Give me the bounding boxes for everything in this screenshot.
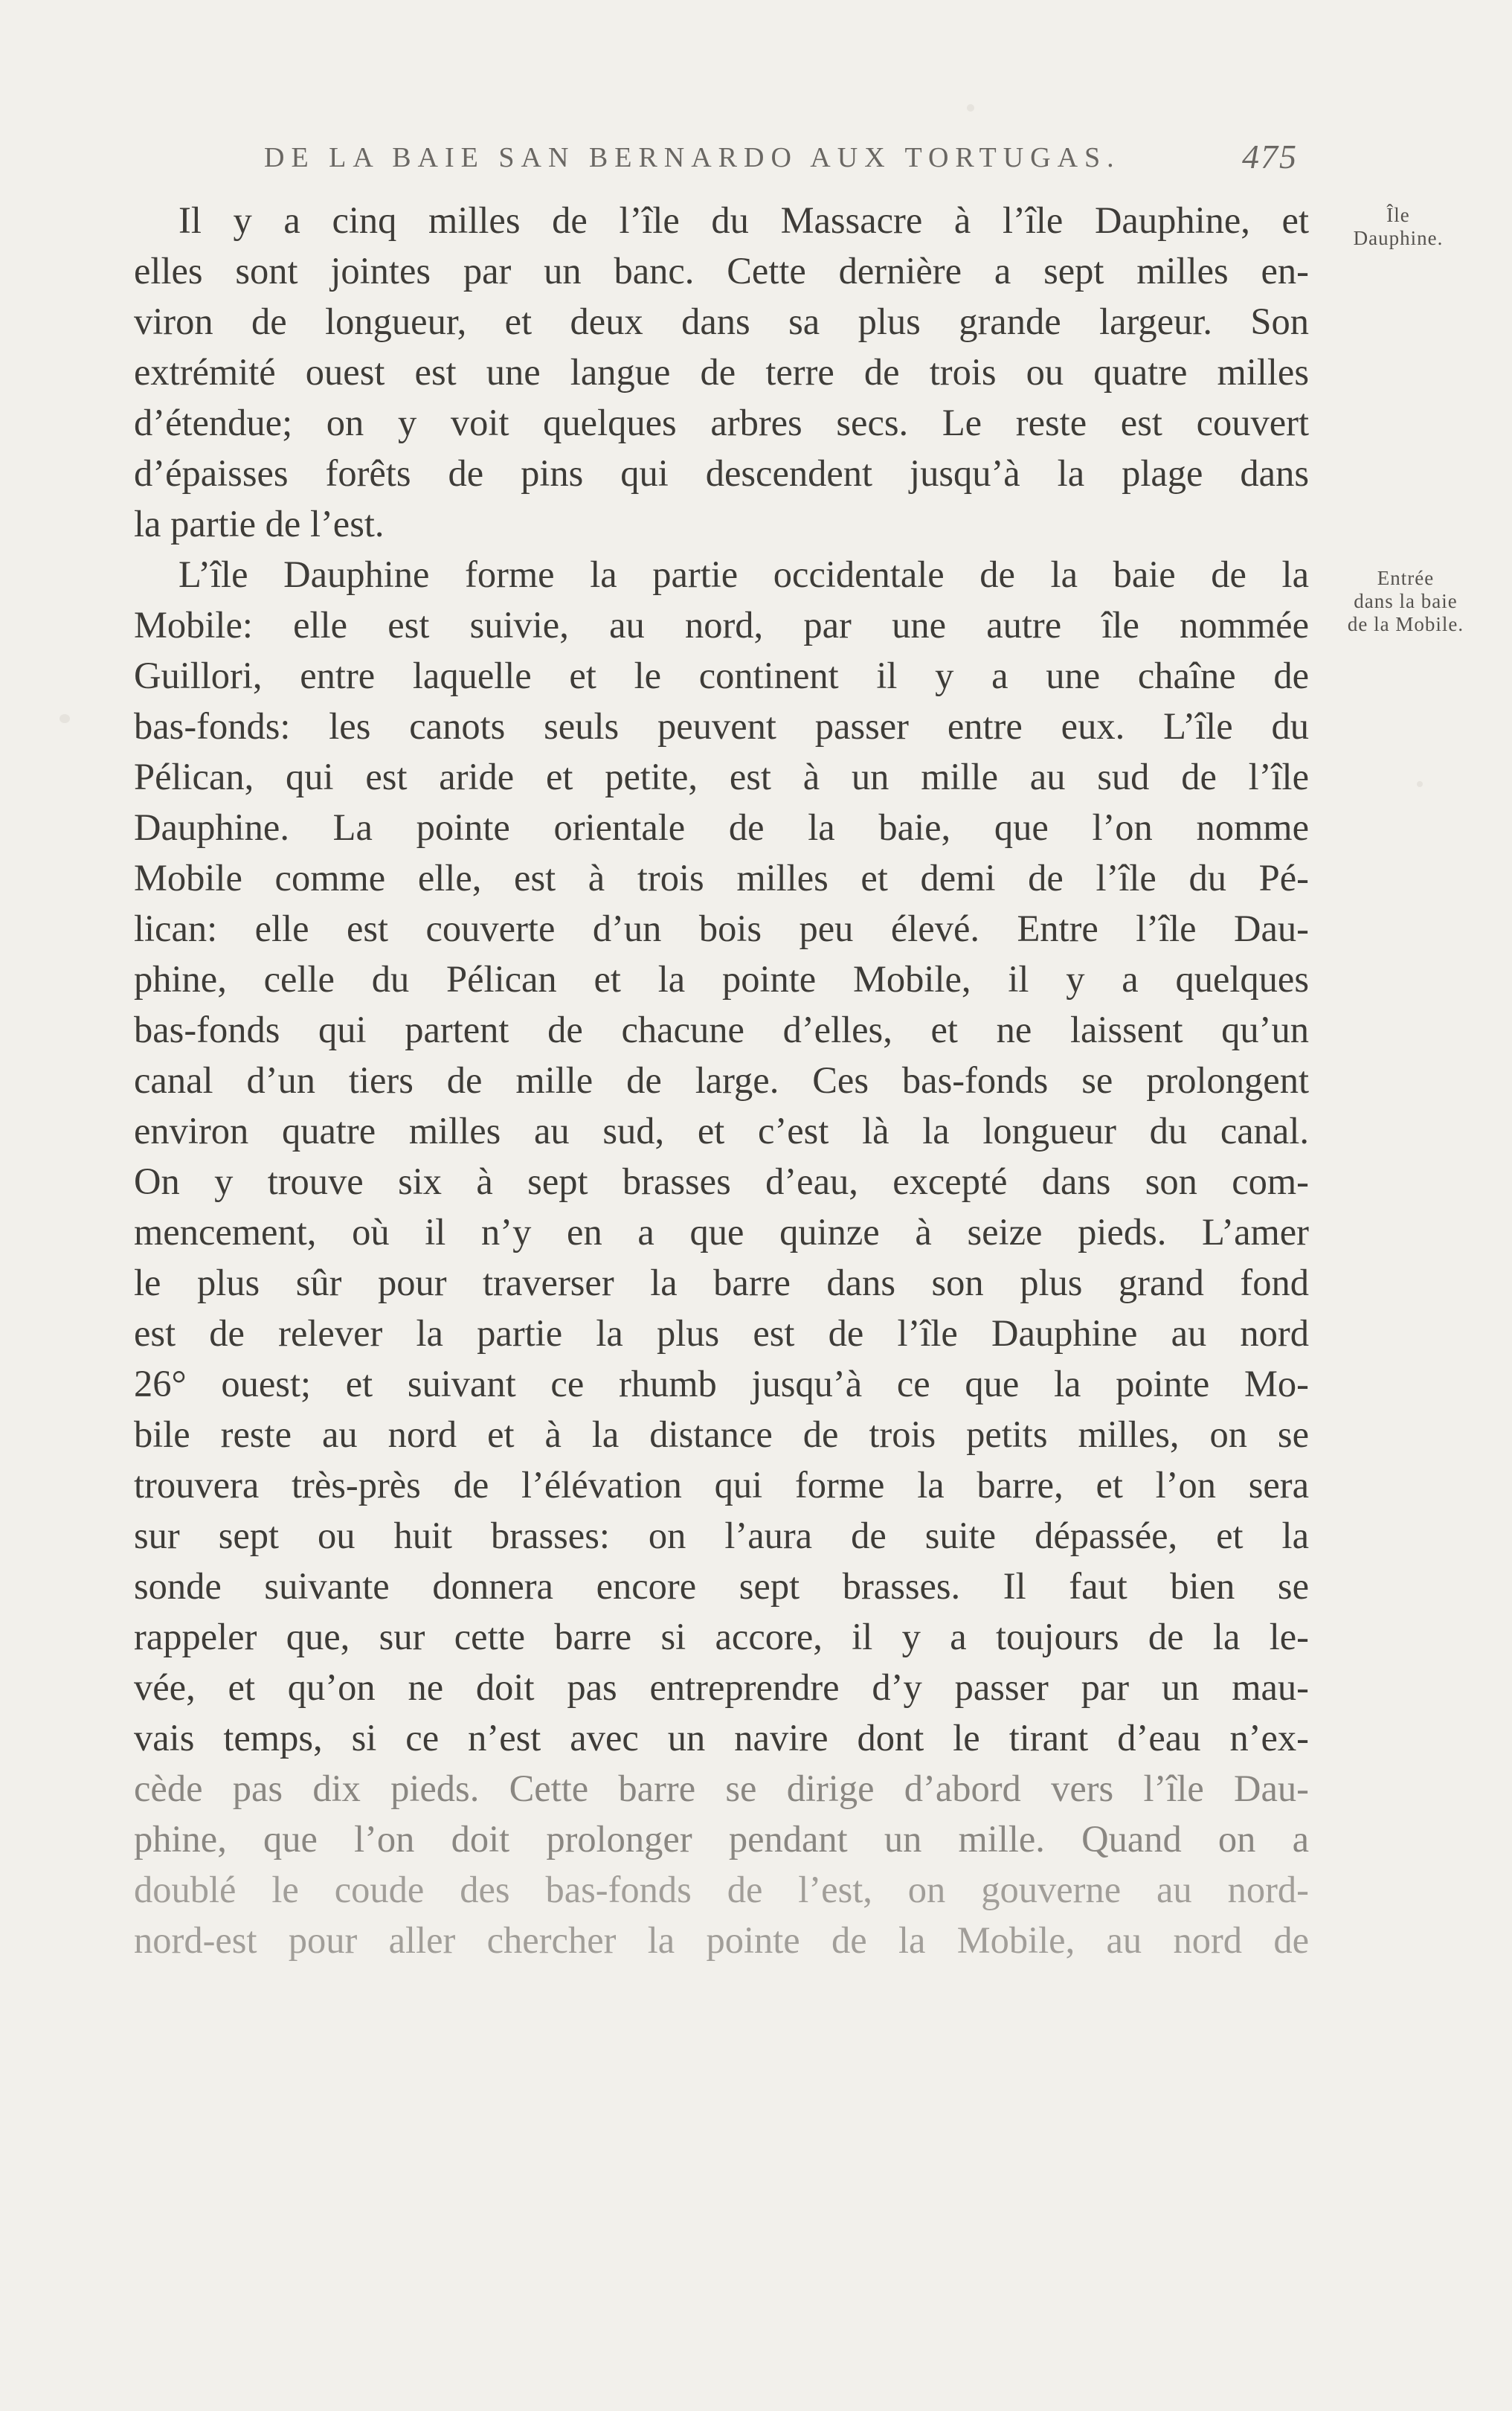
- text-line: On y trouve six à sept brasses d’eau, excepté dans son com-: [134, 1160, 1309, 1202]
- text-line: Dauphine. La pointe orientale de la baie, que l’on nomme: [134, 806, 1309, 848]
- page-number: 475: [1242, 138, 1298, 176]
- text-line: environ quatre milles au sud, et c’est là la longueur du canal.: [134, 1110, 1309, 1152]
- margin-note-line: Île: [1386, 204, 1410, 226]
- text-line: extrémité ouest est une langue de terre de trois ou quatre milles: [134, 351, 1309, 393]
- margin-note-entree-baie-mobile: [1324, 567, 1487, 636]
- text-line: elles sont jointes par un banc. Cette dernière a sept milles en-: [134, 250, 1309, 292]
- text-line: nord-est pour aller chercher la pointe de la Mobile, au nord de: [134, 1919, 1309, 1961]
- text-line: viron de longueur, et deux dans sa plus grande largeur. Son: [134, 301, 1309, 342]
- text-line: cède pas dix pieds. Cette barre se dirige d’abord vers l’île Dau-: [134, 1768, 1309, 1809]
- text-line: Guillori, entre laquelle et le continent il y a une chaîne de: [134, 655, 1309, 696]
- body-text: [134, 195, 1309, 1965]
- text-line: Il y a cinq milles de l’île du Massacre à l’île Dauphine, et: [178, 199, 1309, 241]
- text-line: bas-fonds: les canots seuls peuvent passer entre eux. L’île du: [134, 705, 1309, 747]
- text-line: doublé le coude des bas-fonds de l’est, on gouverne au nord-: [134, 1869, 1309, 1910]
- text-line: 26° ouest; et suivant ce rhumb jusqu’à ce que la pointe Mo-: [134, 1363, 1309, 1404]
- text-line: est de relever la partie la plus est de l’île Dauphine au nord: [134, 1312, 1309, 1354]
- text-line: sur sept ou huit brasses: on l’aura de suite dépassée, et la: [134, 1515, 1309, 1556]
- text-line: phine, celle du Pélican et la pointe Mobile, il y a quelques: [134, 958, 1309, 1000]
- text-line: d’étendue; on y voit quelques arbres secs. Le reste est couvert: [134, 402, 1309, 443]
- margin-note-line: dans la baie: [1354, 590, 1458, 612]
- text-line: Mobile: elle est suivie, au nord, par une autre île nommée: [134, 604, 1309, 646]
- text-line: trouvera très-près de l’élévation qui forme la barre, et l’on sera: [134, 1464, 1309, 1506]
- text-line: phine, que l’on doit prolonger pendant un mille. Quand on a: [134, 1818, 1309, 1860]
- text-line: vée, et qu’on ne doit pas entreprendre d’y passer par un mau-: [134, 1666, 1309, 1708]
- paper-spot: [59, 714, 70, 723]
- text-line: canal d’un tiers de mille de large. Ces bas-fonds se prolongent: [134, 1059, 1309, 1101]
- text-line: sonde suivante donnera encore sept brasses. Il faut bien se: [134, 1565, 1309, 1607]
- text-line: d’épaisses forêts de pins qui descendent jusqu’à la plage dans: [134, 452, 1309, 494]
- text-line: vais temps, si ce n’est avec un navire dont le tirant d’eau n’ex-: [134, 1717, 1309, 1759]
- margin-note-line: Dauphine.: [1353, 227, 1444, 249]
- paper-spot: [1417, 781, 1423, 787]
- text-line: le plus sûr pour traverser la barre dans son plus grand fond: [134, 1262, 1309, 1303]
- margin-note-ile-dauphine: [1324, 204, 1473, 250]
- margin-note-line: Entrée: [1377, 567, 1435, 589]
- running-head: DE LA BAIE SAN BERNARDO AUX TORTUGAS.: [264, 142, 1121, 173]
- text-line: rappeler que, sur cette barre si accore, il y a toujours de la le-: [134, 1616, 1309, 1657]
- text-line: lican: elle est couverte d’un bois peu élevé. Entre l’île Dau-: [134, 908, 1309, 949]
- margin-note-line: de la Mobile.: [1347, 613, 1464, 635]
- text-line: bas-fonds qui partent de chacune d’elles, et ne laissent qu’un: [134, 1009, 1309, 1050]
- text-line: bile reste au nord et à la distance de trois petits milles, on se: [134, 1413, 1309, 1455]
- text-line: Mobile comme elle, est à trois milles et demi de l’île du Pé-: [134, 857, 1309, 899]
- text-line: Pélican, qui est aride et petite, est à un mille au sud de l’île: [134, 756, 1309, 797]
- page-header: [264, 138, 1298, 186]
- text-line: la partie de l’est.: [134, 503, 385, 545]
- paper-spot: [967, 104, 974, 112]
- text-line: mencement, où il n’y en a que quinze à seize pieds. L’amer: [134, 1211, 1309, 1253]
- text-line: L’île Dauphine forme la partie occidentale de la baie de la: [178, 553, 1309, 595]
